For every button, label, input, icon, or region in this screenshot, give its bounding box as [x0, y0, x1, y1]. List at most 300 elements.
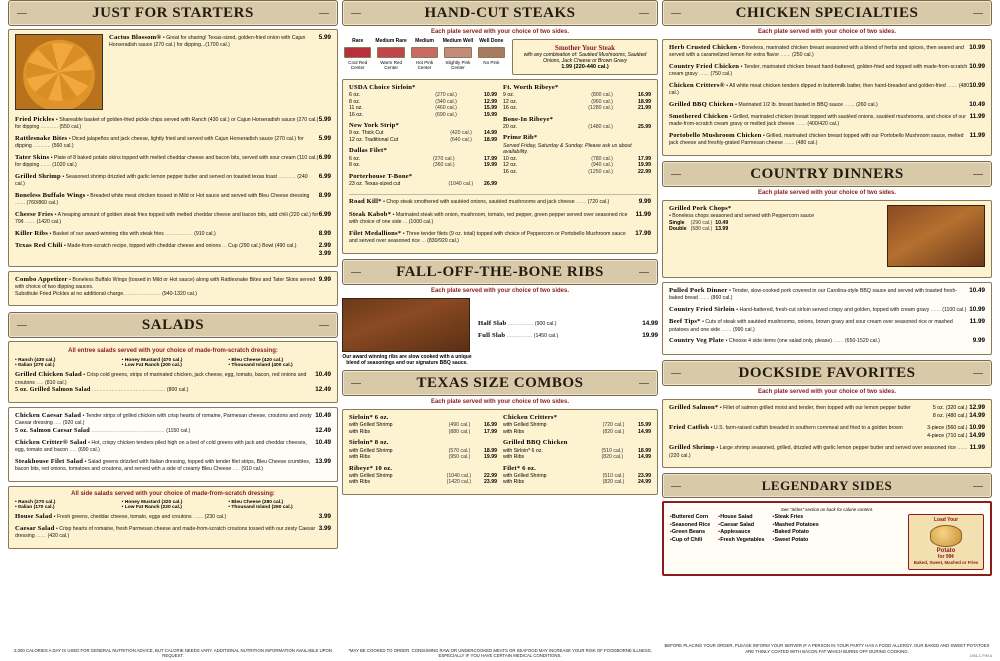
list-item: 10.99 Herb Crusted Chicken • Boneless, marinated chicken breast seasoned with a blend of herbs and spices, then seared and served with a caramelized lemon for extra flavor ....... (250 cal.) — [669, 44, 985, 59]
item-price: 13.99 — [315, 458, 331, 466]
potato-icon — [930, 525, 962, 547]
list-item: 19.99 Full Slab ................. (1450 cal.) — [478, 331, 658, 339]
combo-cal: (950 cal.) — [448, 454, 471, 461]
item-name: Filet Medallions* — [349, 229, 402, 237]
cut-cal: (460 cal.) — [435, 105, 457, 112]
item-desc: Made-from-scratch recipe, topped with cheddar cheese and onions — [67, 243, 221, 250]
item-desc: Diced jalapeños and jack cheese, lightly fried and served with Cajun Horseradish sauce (270 cal.) for dipping — [15, 135, 304, 150]
item-name: Country Veg Plate — [669, 337, 725, 345]
cut-price: 21.99 — [638, 105, 651, 112]
dressing-col-1: • Ranch (430 cal.) • Italian (270 cal.) — [15, 358, 56, 369]
cut-cal: (270 cal.) — [433, 155, 455, 162]
item-desc: U.S. farm-raised catfish breaded in southern cornmeal and fried to a golden brown — [713, 424, 903, 431]
cut-name: Porterhouse T-Bone* — [349, 172, 413, 180]
dressing-name: Thousand Island — [231, 505, 271, 510]
cut-price: 16.99 — [638, 92, 651, 99]
list-item: 9.99 Country Veg Plate • Choose 4 side items (one salad only, please) ....... (650-1520 cal.) — [669, 337, 985, 345]
doneness-label: Medium — [415, 38, 434, 44]
item-name: Chicken Caesar Salad — [15, 412, 82, 420]
item-alt-cal: (1150 cal.) — [166, 428, 191, 435]
cut-cal: (340 cal.) — [435, 98, 457, 105]
sides-column-2 — [718, 514, 764, 544]
item-price: 6.99 — [318, 153, 331, 161]
item-price: 11.99 — [969, 132, 985, 140]
section-header-starters — [8, 0, 338, 26]
item-desc: Basket of our award-winning ribs with steak fries — [52, 230, 164, 237]
steaks-sub: Each plate served with your choice of two sides. — [430, 29, 570, 35]
size-price: 12.99 — [969, 403, 985, 411]
column-center — [342, 0, 658, 499]
dressing-cal: (200 cal.) — [160, 363, 182, 369]
item-price: 11.99 — [969, 113, 985, 121]
cut-name: Prime Rib* — [503, 134, 538, 142]
side-item: ▪ Caesar Salad — [718, 522, 764, 528]
combos-title: TEXAS SIZE COMBOS — [416, 375, 584, 392]
cut-size: 6 oz. — [349, 155, 361, 162]
item-cal: (910 cal.) — [241, 466, 264, 473]
combo-cal: (940-1320 cal.) — [162, 290, 197, 297]
item-cal: (240 cal.) — [15, 173, 308, 188]
combo-cal: (880 cal.) — [448, 428, 471, 435]
item-name: Steakhouse Filet Salad — [15, 458, 84, 466]
item-price: 10.49 — [315, 371, 331, 379]
item-desc: Large shrimp seasoned, grilled, drizzled with garlic lemon pepper butter and served over seasoned rice — [719, 445, 957, 452]
item-price: 8.99 — [318, 191, 331, 199]
list-item: 2.99 3.99 Texas Red Chili • Made-from-scratch recipe, topped with cheddar cheese and onions ... Cup (290 cal.) Bowl (490 cal.) — [15, 242, 331, 257]
item-price: 8.99 — [318, 229, 331, 237]
cut-size: 16 oz. — [349, 111, 364, 118]
footnote-right — [662, 643, 992, 659]
featured-name: Cactus Blossom® — [109, 34, 162, 41]
size-cal: (710 cal.) — [945, 433, 968, 440]
item-cal: (690 cal.) — [78, 447, 100, 454]
item-cal: (550 cal.) — [59, 124, 82, 131]
dressing-cal: (400 cal.) — [271, 363, 293, 369]
combo-with: with Ribs — [349, 454, 371, 461]
starters-title: JUST FOR STARTERS — [92, 5, 254, 21]
size-price: 14.99 — [969, 432, 985, 440]
combo-price: 15.99 — [638, 422, 651, 429]
item-desc: Grilled, marinated chicken breast topped with sautéed onions, sautéed mushrooms, and choice of our made-from-scratch cream gravy or melted jack cheese — [669, 114, 966, 128]
footnote-right-text: BEFORE PLACING YOUR ORDER, PLEASE INFORM YOUR SERVER IF A PERSON IN YOUR PARTY HAS A FOOD ALLERGY. OUR BAKED AND SWEET POTATOES ARE THINLY COATED WITH BACON FAT WHICH BURNS OFF DURING COOKING. — [664, 643, 990, 654]
item-cal: (1450 cal.) — [533, 332, 559, 339]
combo-with: with Grilled Shrimp — [503, 472, 547, 479]
dressing-cal: (270 cal.) — [34, 500, 56, 505]
ribs-figure — [342, 298, 472, 367]
doneness-medium-well — [442, 39, 473, 70]
combo-with: with Grilled Shrimp — [349, 447, 393, 454]
combo-cal: (720 cal.) — [602, 422, 625, 429]
item-cal: (250 cal.) — [792, 52, 814, 59]
item-cal: (230 cal.) — [204, 514, 227, 520]
list-item: 10.49 Grilled BBQ Chicken • Marinated 1/2 lb. breast basted in BBQ sauce ....... (260 cal.) — [669, 100, 985, 108]
cut-cal: (960 cal.) — [591, 98, 613, 105]
doneness-label: Medium Rare — [375, 38, 407, 44]
cut-cal: (780 cal.) — [591, 155, 613, 162]
combo-group — [349, 439, 497, 460]
chicken-sub: Each plate served with your choice of two sides. — [757, 29, 897, 35]
footnote-code: 1951-C P/M A — [969, 654, 992, 659]
list-item: 8.99 Boneless Buffalo Wings • Breaded white meat chicken tossed in Mild or Hot sauce and served with Bleu Cheese dressing ....... (760/860 cal.) — [15, 191, 331, 207]
cut-size: 12 oz. Traditional Cut — [349, 136, 399, 143]
dressing-name: Ranch — [18, 358, 34, 364]
list-item: 13.99 Steakhouse Filet Salad • Salad greens drizzled with Italian dressing, topped with tender filet strips, Bleu Cheese crumbles, bacon bits, red onions, tomatoes and croutons, and served with a side of creamy Bleu Cheese ..... (910 cal.) — [15, 458, 331, 473]
list-item: 11.99 Grilled Shrimp • Large shrimp seasoned, grilled, drizzled with garlic lemon pepper butter and served over seasoned rice ....... (220 cal.) — [669, 444, 985, 459]
side-item: ▪ Buttered Corn — [670, 514, 710, 520]
list-item: 6.99 Cheese Fries • A heaping amount of golden steak fries topped with melted cheddar cheese and bacon bits, add chili (220 cal.) for 79¢ ....... (1420 cal.) — [15, 210, 331, 226]
item-price-cup: 2.99 — [318, 242, 331, 250]
item-name: Smothered Chicken — [669, 113, 729, 121]
combo-price: 23.99 — [638, 472, 651, 479]
item-price: 10.49 — [315, 412, 331, 420]
cactus-blossom-image — [15, 34, 103, 110]
item-desc: Hot, crispy chicken tenders piled high on a bed of cold greens with jack and cheddar cheeses, egg, tomato and bacon — [15, 440, 307, 454]
country-featured: Grilled Pork Chops* • Boneless chops seasoned and served with Peppercorn sauce Single (290 cal.) 10.49 Double (580 cal.) 13.99 — [669, 205, 985, 269]
combos-sub: Each plate served with your choice of two sides. — [430, 399, 570, 406]
dressing-cal: (430 cal.) — [34, 358, 56, 364]
item-cal: (1100 cal.) — [942, 307, 967, 314]
cut-price: 22.99 — [638, 168, 651, 175]
dressing-name: Low Fat Ranch — [124, 363, 160, 369]
combo-group — [503, 414, 651, 435]
item-desc: Choose 4 side items (one salad only, please) — [728, 338, 832, 345]
size-label: 3-piece — [927, 424, 945, 431]
single-price: 10.49 — [715, 219, 729, 226]
combo-cal: (490 cal.) — [448, 422, 471, 429]
item-cal: (1020 cal.) — [52, 162, 77, 169]
item-name: Grilled Shrimp — [15, 172, 61, 180]
combo-with: with Ribs — [503, 428, 525, 435]
combo-price: 18.99 — [638, 447, 651, 454]
item-name: Country Fried Chicken — [669, 62, 740, 70]
chicken-title: CHICKEN SPECIALTIES — [735, 5, 919, 21]
dressing-name: Ranch — [18, 500, 34, 505]
dressing-cal: (420 cal.) — [262, 358, 284, 364]
cut-cal: (360 cal.) — [433, 162, 455, 169]
dressing-cal: (170 cal.) — [33, 505, 55, 510]
side-item: ▪ Sweet Potato — [773, 537, 819, 543]
combo-desc: Boneless Buffalo Wings (tossed in Mild or Hot sauce) along with Rattlesnake Bites and Tater Skins served with choice of two dipping sauces. — [15, 276, 316, 291]
item-price: 10.49 — [969, 100, 985, 108]
side-item: ▪ Green Beans — [670, 529, 710, 535]
item-cal: (1420 cal.) — [36, 219, 62, 226]
item-desc: Tender, marinated chicken breast hand-battered, golden-fried and topped with made-from-scratch cream gravy — [669, 63, 968, 78]
combo-price: 22.99 — [484, 472, 497, 479]
item-price-bowl: 3.99 — [318, 250, 331, 257]
double-cal: (580 cal.) — [690, 226, 713, 233]
doneness-desc: Hot Pink Center — [415, 59, 434, 71]
footnote-left: 2,000 CALORIES A DAY IS USED FOR GENERAL NUTRITION ADVICE, BUT CALORIE NEEDS VARY. ADDITIONAL NUTRITION INFORMATION AVAILABLE UPON REQUEST. — [14, 647, 332, 659]
item-desc: Marinated steak with onion, mushroom, tomato, red pepper, green pepper served over seasoned rice with choice of one side — [349, 211, 628, 225]
dressing-name: Honey Mustard — [124, 500, 161, 505]
combo-with: with Sirloin* 6 oz. — [503, 447, 543, 454]
list-item: 10.99 Country Fried Chicken • Tender, marinated chicken breast hand-battered, golden-fried and topped with made-from-scratch cream gravy ....... (750 cal.) — [669, 62, 985, 78]
item-price: 9.99 — [638, 198, 651, 206]
ribs-image — [342, 298, 470, 352]
combos-panel — [342, 409, 658, 495]
list-item: 10.49 Grilled Chicken Salad • Crisp cold greens, strips of marinated chicken, jack cheese, egg, tomato, bacon, red onions and croutons ..... (810 cal.) 12.49 5 oz. Grilled Salmon Salad ................................................. (800 cal.) — [15, 371, 331, 394]
double-price: 13.99 — [715, 226, 729, 233]
ribs-caption: Our award winning ribs are slow cooked with a unique blend of seasonings and our signature BBQ sauce. — [342, 353, 472, 366]
pork-chops-image — [887, 205, 985, 267]
combo-appetizer: 9.99 Combo Appetizer • Boneless Buffalo Wings (tossed in Mild or Hot sauce) along with Rattlesnake Bites and Tater Skins served with choice of two dipping sauces. Substitute Fried Pickles at no additional charge. ........................ (940-1320 cal.) — [15, 275, 331, 297]
item-alt-cal: (800 cal.) — [166, 387, 189, 394]
item-desc: Boneless, marinated chicken breast seasoned with a blend of herbs and spices, then seared and served with a caramelized lemon for extra flavor — [669, 45, 964, 59]
item-cal: (1000 cal.) — [408, 218, 434, 225]
steak-cut — [349, 147, 497, 168]
combo-group — [503, 465, 651, 486]
steak-cuts-right — [503, 84, 651, 191]
sides-sub: See "Sides" section on back for calorie content. — [780, 507, 874, 513]
item-cal: (830/920 cal.) — [427, 237, 459, 244]
side-salads-panel — [8, 486, 338, 549]
dockside-title: DOCKSIDE FAVORITES — [738, 364, 916, 381]
item-name: Tater Skins — [15, 153, 50, 161]
combo-group — [349, 414, 497, 435]
item-price: 6.99 — [318, 210, 331, 218]
item-name: Road Kill* — [349, 198, 382, 206]
doneness-desc: No Pink — [483, 59, 500, 65]
steak-cut — [503, 134, 651, 175]
item-cal: Cup (290 cal.) Bowl (490 cal.) — [228, 243, 297, 250]
combos-left — [349, 414, 497, 490]
section-header-country — [662, 161, 992, 187]
combo-cal: (820 cal.) — [602, 479, 625, 486]
combo-price: 19.99 — [484, 454, 497, 461]
doneness-label: Rare — [352, 38, 364, 44]
dressing-name: Bleu Cheese — [231, 500, 261, 505]
combo-with: with Grilled Shrimp — [503, 422, 547, 429]
cut-price: 12.99 — [484, 98, 497, 105]
cut-price: 14.99 — [484, 130, 497, 137]
cut-size: 9 oz. Thick Cut — [349, 130, 384, 137]
combo-name: Combo Appetizer — [15, 275, 68, 283]
dressing-cal: (280 cal.) — [262, 500, 284, 505]
list-item: 11.99 Steak Kabob* • Marinated steak with onion, mushroom, tomato, red pepper, green pepper served over seasoned rice with choice of one side ... (1000 cal.) — [349, 210, 651, 225]
combo-with: with Ribs — [349, 479, 371, 486]
item-alt-name: 5 oz. Grilled Salmon Salad — [15, 386, 91, 394]
item-name: Grilled Chicken Salad — [15, 371, 82, 379]
dressing-name: Honey Mustard — [124, 358, 161, 364]
cut-price: 26.99 — [484, 180, 497, 187]
dressing-cal: (320 cal.) — [161, 500, 183, 505]
side-salad-sub: All side salads served with your choice of made-from-scratch dressing: — [71, 491, 275, 497]
size-cal: (560 cal.) — [945, 424, 968, 431]
item-alt-price: 12.49 — [315, 386, 331, 394]
side-item: ▪ Steak Fries — [773, 514, 819, 520]
footnote-center: *MAY BE COOKED TO ORDER. CONSUMING RAW OR UNDERCOOKED MEATS OR SEAFOOD MAY INCREASE YOUR RISK OF FOODBORNE ILLNESS, ESPECIALLY IF YOU HAVE CERTAIN MEDICAL CONDITIONS. — [348, 647, 652, 659]
item-name: Chicken Critter® Salad — [15, 439, 87, 447]
list-item: 10.99 Chicken Critters® • All white meat chicken tenders dipped in buttermilk batter, then hand-breaded and golden-fried ....... (480 cal.) — [669, 81, 985, 97]
combo-price: 23.99 — [484, 479, 497, 486]
chicken-panel — [662, 39, 992, 156]
item-cal: (750 cal.) — [710, 71, 733, 78]
doneness-desc: Warm Red Center — [380, 59, 402, 71]
item-name: Grilled Shrimp — [669, 444, 715, 452]
item-cal: (260 cal.) — [856, 101, 878, 108]
promo-line-2: Potato — [936, 548, 956, 555]
section-header-steaks — [342, 0, 658, 26]
cut-size: 11 oz. — [349, 105, 363, 112]
salads-entree-panel — [8, 407, 338, 482]
item-name: Full Slab — [478, 331, 506, 339]
list-item: 5.99 Fried Pickles • Shareable basket of golden-fried pickle chips served with Ranch (430 cal.) or Cajun Horseradish sauce (270 cal.) for dipping ............ (550 cal.) — [15, 116, 331, 131]
combo-cal: (510 cal.) — [601, 447, 624, 454]
item-cal: (400/420 cal.) — [807, 121, 840, 128]
combo-with: with Grilled Shrimp — [349, 422, 393, 429]
combo-cal: (570 cal.) — [448, 447, 471, 454]
promo-line-1: Load Your — [933, 517, 959, 524]
doneness-desc: Slightly Pink Center — [445, 59, 471, 71]
item-desc: Crisp hearts of romaine, fresh Parmesan cheese and made-from-scratch croutons tossed with our zesty Caesar dressing — [15, 526, 316, 540]
cut-note: Served Friday, Saturday & Sunday. Please ask us about availability. — [503, 142, 632, 156]
combo-cal: (820 cal.) — [601, 454, 624, 461]
combo-price: 16.99 — [484, 422, 497, 429]
dressing-name: Bleu Cheese — [231, 358, 261, 364]
dressing-cal: (220 cal.) — [160, 505, 182, 510]
item-name: Rattlesnake Bites — [15, 134, 68, 142]
smother-price: 1.99 (220-440 cal.) — [561, 64, 609, 70]
combo-note: Substitute Fried Pickles at no additional charge. — [15, 290, 125, 297]
dockside-sub: Each plate served with your choice of two sides. — [757, 388, 897, 395]
cut-size: 10 oz. — [503, 155, 518, 162]
item-cal: (420 cal.) — [47, 533, 70, 540]
section-header-ribs — [342, 259, 658, 285]
list-item: 14.99 Half Slab ................. (900 cal.) — [478, 319, 658, 327]
size-cal: (320 cal.) — [945, 404, 968, 411]
doneness-label: Medium Well — [442, 38, 474, 44]
steak-cuts-panel — [342, 79, 658, 254]
cut-name: New York Strip* — [349, 122, 400, 130]
item-name: Boneless Buffalo Wings — [15, 191, 86, 199]
cut-size: 20 oz. — [503, 123, 518, 130]
legendary-sides-box — [662, 501, 992, 576]
list-item: 10.49 Chicken Caesar Salad • Tender strips of grilled chicken with crisp hearts of romaine, Parmesan cheese, croutons and zesty Caesar dressing ..... (920 cal.) 12.49 5 oz. Salmon Caesar Salad ................................................. (1150 cal.) — [15, 412, 331, 435]
cut-cal: (690 cal.) — [435, 111, 457, 118]
cut-size: 12 oz. — [503, 162, 518, 169]
sides-title: LEGENDARY SIDES — [761, 478, 893, 494]
item-price: 10.99 — [969, 44, 985, 51]
list-item: 3.99 Caesar Salad • Crisp hearts of romaine, fresh Parmesan cheese and made-from-scratch croutons tossed with our zesty Caesar dressing ....... (420 cal.) — [15, 525, 331, 540]
dressing-name: Italian — [18, 505, 33, 510]
list-item: 3-piece (560 cal.) 10.99 4-piece (710 cal.) 14.99 Fried Catfish • U.S. farm-raised catfish breaded in southern cornmeal and fried to a golden brown — [669, 423, 985, 440]
combo-cal: (820 cal.) — [602, 428, 625, 435]
country-items-panel — [662, 282, 992, 354]
item-name: Fried Pickles — [15, 116, 55, 123]
item-cal: (720 cal.) — [587, 199, 610, 206]
item-desc: Boneless chops seasoned and served with Peppercorn sauce — [672, 213, 815, 220]
item-desc: All white meat chicken tenders dipped in buttermilk batter, then hand-breaded and golden-fried — [729, 82, 946, 89]
single-label: Single — [669, 219, 685, 226]
promo-line-3: for 99¢ — [937, 554, 955, 561]
item-price: 10.99 — [969, 306, 985, 314]
item-price: 5.99 — [318, 116, 331, 123]
list-item: 8.99 Killer Ribs • Basket of our award-winning ribs with steak fries ................... (910 cal.) — [15, 229, 331, 237]
country-sub: Each plate served with your choice of two sides. — [757, 190, 897, 197]
doneness-medium — [409, 39, 440, 70]
cut-cal: (270 cal.) — [435, 92, 457, 99]
list-item: 5.99 Rattlesnake Bites • Diced jalapeños and jack cheese, lightly fried and served with Cajun Horseradish sauce (270 cal.) for dipping ............ (560 cal.) — [15, 134, 331, 150]
item-name: Country Fried Sirloin — [669, 306, 735, 314]
item-name: Killer Ribs — [15, 229, 49, 237]
doneness-chart — [342, 39, 507, 70]
cut-name: USDA Choice Sirloin* — [349, 84, 416, 91]
item-price: 17.99 — [635, 229, 651, 237]
ribs-sub: Each plate served with your choice of two sides. — [430, 287, 570, 294]
column-right — [662, 0, 992, 576]
dressing-name: Low Fat Ranch — [124, 505, 160, 510]
sides-column-3 — [773, 514, 819, 544]
starters-panel — [8, 29, 338, 267]
cut-size: 6 oz. — [349, 92, 361, 99]
load-your-potato-promo — [908, 514, 984, 570]
list-item: 6.99 Tater Skins • Plate of 8 baked potato skins topped with melted cheddar cheese and bacon bits, served with sour cream (110 cal.) for dipping ....... (1020 cal.) — [15, 153, 331, 169]
item-price: 3.99 — [318, 525, 331, 533]
cut-name: Ft. Worth Ribeye* — [503, 84, 559, 91]
steak-cuts-left — [349, 84, 497, 191]
country-title: COUNTRY DINNERS — [750, 166, 904, 183]
item-cal: (900 cal.) — [534, 320, 557, 327]
item-name: Steak Kabob* — [349, 210, 392, 218]
combo-name: Sirloin* 8 oz. — [349, 439, 389, 447]
side-dressing-col-2: • Honey Mustard (320 cal.) • Low Fat Ranch (220 cal.) — [121, 500, 183, 510]
combo-appetizer-panel — [8, 271, 338, 306]
steak-cut — [349, 84, 497, 118]
size-price: 14.99 — [969, 411, 985, 419]
combo-price: 14.99 — [638, 428, 651, 435]
list-item: 6.99 Grilled Shrimp • Seasoned shrimp drizzled with garlic lemon pepper butter and served on toasted texas toast ............ (240 cal.) — [15, 172, 331, 188]
list-item: 3.99 House Salad • Fresh greens, cheddar cheese, tomato, eggs and croutons ....... (230 cal.) — [15, 513, 331, 520]
item-cal: (560 cal.) — [51, 143, 74, 150]
item-name: Cheese Fries — [15, 210, 54, 218]
item-desc: Fillet of salmon grilled moist and tender, then topped with our lemon pepper butter — [723, 404, 911, 411]
side-dressing-col-3: • Bleu Cheese (280 cal.) • Thousand Island (260 cal.) — [228, 500, 293, 510]
item-desc: Marinated 1/2 lb. breast basted in BBQ sauce — [738, 101, 844, 108]
item-cal: (920 cal.) — [62, 420, 85, 427]
cut-size: 12 oz. — [503, 98, 518, 105]
item-name: Fried Catfish — [669, 423, 710, 431]
item-alt-name: 5 oz. Salmon Caesar Salad — [15, 427, 90, 435]
list-item: 11.99 Beef Tips* • Cuts of steak with sautéed mushrooms, onions, brown gravy and sour cream over seasoned rice or mashed potatoes and one side ....... (990 cal.) — [669, 318, 985, 333]
starters-featured: 5.99 Cactus Blossom® • Great for sharing! Texas-sized, golden-fried onion with Cajun Horseradish sauce (270 cal.) for dipping...(1700 cal.) — [109, 34, 331, 49]
list-item: 10.49 Pulled Pork Dinner • Tender, slow-cooked pork covered in our Carolina-style BBQ sauce and served with toasted fresh-baked bread ....... (860 cal.) — [669, 287, 985, 302]
item-price: 10.99 — [969, 62, 985, 70]
item-name: Grilled BBQ Chicken — [669, 100, 734, 108]
smother-your-steak-box — [512, 39, 658, 75]
item-price: 19.99 — [642, 331, 658, 339]
cut-price: 18.99 — [484, 136, 497, 143]
item-cal: (810 cal.) — [45, 379, 67, 386]
combo-name: Chicken Critters* — [503, 414, 558, 422]
item-price: 5.99 — [318, 134, 331, 142]
item-cal: (910 cal.) — [194, 230, 216, 237]
cut-size: 9 oz. — [503, 92, 515, 99]
combo-name: Ribeye* 10 oz. — [349, 464, 393, 472]
dressing-cal: (270 cal.) — [33, 363, 55, 369]
item-name: Pulled Pork Dinner — [669, 287, 728, 295]
combo-price: 9.99 — [318, 275, 331, 283]
dressing-col-3: • Bleu Cheese (420 cal.) • Thousand Island (400 cal.) — [228, 358, 293, 369]
side-item: ▪ Cup of Chili — [670, 537, 710, 543]
list-item: 10.99 Country Fried Sirloin • Hand-battered, fresh-cut sirloin served crispy and golden, topped with cream gravy ....... (1100 cal.) — [669, 306, 985, 314]
cut-cal: (420 cal.) — [450, 130, 472, 137]
cut-name: Dallas Filet* — [349, 147, 387, 155]
item-cal: (650-1520 cal.) — [844, 338, 880, 345]
column-left — [8, 0, 338, 553]
doneness-rare — [342, 39, 373, 70]
item-desc: Hand-battered, fresh-cut sirloin served crispy and golden, topped with cream gravy — [739, 307, 930, 314]
item-desc: Plate of 8 baked potato skins topped with melted cheddar cheese and bacon bits, served with sour cream (110 cal.) for dipping — [15, 154, 319, 169]
